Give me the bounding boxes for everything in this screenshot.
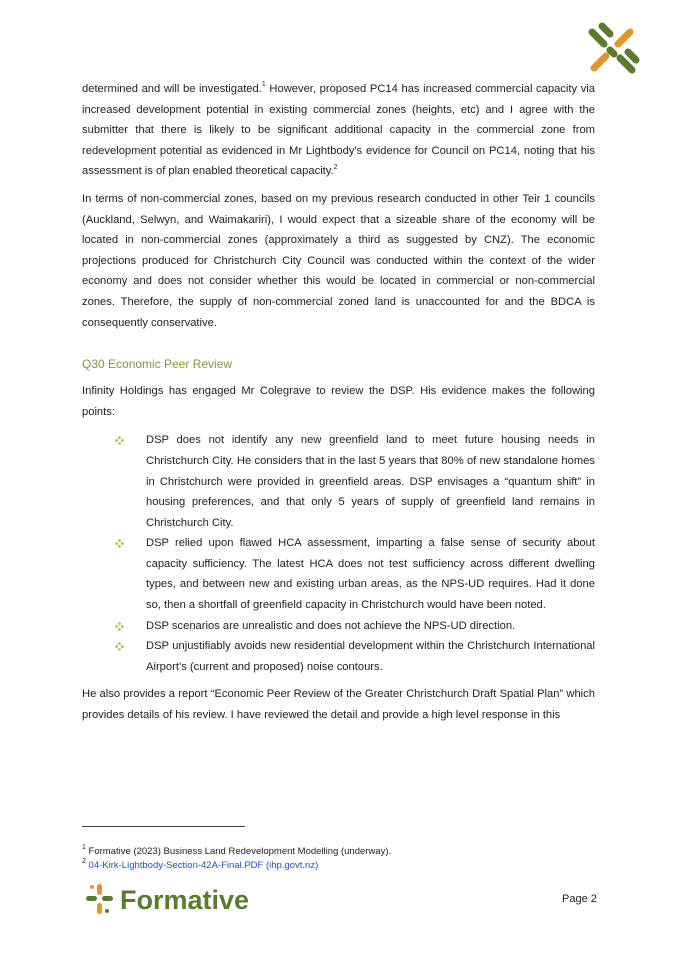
list-item: [115, 533, 595, 615]
footnote-divider: [82, 826, 245, 827]
diamond-bullet-icon: [115, 436, 124, 445]
paragraph-1: [82, 79, 595, 182]
footnote-ref-2[interactable]: 2: [333, 163, 338, 171]
bullet-list: [115, 430, 595, 677]
list-item: [115, 636, 595, 677]
list-item-text: DSP relied upon flawed HCA assessment, imparting a false sense of security about capacity sufficiency. The latest HCA does not test sufficiency across different dwelling types, and between new and existing urban areas, as the NPS-UD requires. Had it done so, then a shortfall of greenfield capacity in Christchurch would have been noted.: [146, 537, 595, 612]
list-item: [115, 616, 595, 637]
list-item-text: DSP scenarios are unrealistic and does not achieve the NPS-UD direction.: [146, 619, 516, 632]
footnote-text: Formative (2023) Business Land Redevelopment Modelling (underway).: [88, 846, 392, 857]
formative-logo-text: Formative: [120, 885, 250, 915]
section-heading: Q30 Economic Peer Review: [82, 357, 233, 372]
paragraph-1-text-a: determined and will be investigated.: [82, 83, 262, 95]
list-item-text: DSP does not identify any new greenfield land to meet future housing needs in Christchurch City. He considers that in the last 5 years that 80% of new standalone homes in Christchurch were provided in greenfield areas. DSP envisages a “quantum shift” in housing preferences, and that only 5 years of supply of greenfield land remains in Christchurch City.: [146, 434, 595, 529]
diamond-bullet-icon: [115, 539, 124, 548]
footnote-number: 1: [82, 843, 86, 851]
diamond-bullet-icon: [115, 622, 124, 631]
footnote-ref-1[interactable]: 1: [261, 81, 266, 89]
list-item: [115, 430, 595, 533]
footnote-1: [82, 845, 602, 859]
paragraph-4: He also provides a report “Economic Peer Review of the Greater Christchurch Draft Spatial Plan” which provides details of his review. I have reviewed the detail and provide a high level response in this: [82, 688, 595, 722]
footnotes: [82, 845, 602, 873]
page-number: Page 2: [562, 893, 597, 905]
footnote-link[interactable]: 04-Kirk-Lightbody-Section-42A-Final.PDF (ihp.govt.nz): [88, 860, 319, 871]
diamond-bullet-icon: [115, 642, 124, 651]
footnote-number: 2: [82, 857, 86, 865]
formative-mark-icon: [584, 22, 640, 78]
paragraph-1-text-b: However, proposed PC14 has increased commercial capacity via increased development potential in existing commercial zones (heights, etc) and I agree with the submitter that there is likely to be significant additional capacity in the commercial zone from redevelopment potential as evidenced in Mr Lightbody's evidence for Council on PC14, noting that his assessment is of plan enabled theoretical capacity.: [82, 83, 595, 178]
paragraph-3: Infinity Holdings has engaged Mr Colegrave to review the DSP. His evidence makes the following points:: [82, 385, 595, 418]
page-content: [82, 79, 595, 726]
list-item-text: DSP unjustifiably avoids new residential development within the Christchurch International Airport’s (current and proposed) noise contours.: [146, 640, 595, 673]
formative-logo: [84, 882, 264, 916]
paragraph-2: In terms of non-commercial zones, based on my previous research conducted in other Teir 1 councils (Auckland, Selwyn, and Waimakariri), I would expect that a sizeable share of the economy will be located in non-commercial zones (approximately a third as suggested by CNZ). The economic projections produced for Christchurch City Council was conducted within the context of the wider economy and does not consider whether this would be located in commercial or non-commercial zones. Therefore, the supply of non-commercial zoned land is unaccounted for and the BDCA is consequently conservative.: [82, 192, 595, 329]
footnote-2: [82, 859, 602, 873]
